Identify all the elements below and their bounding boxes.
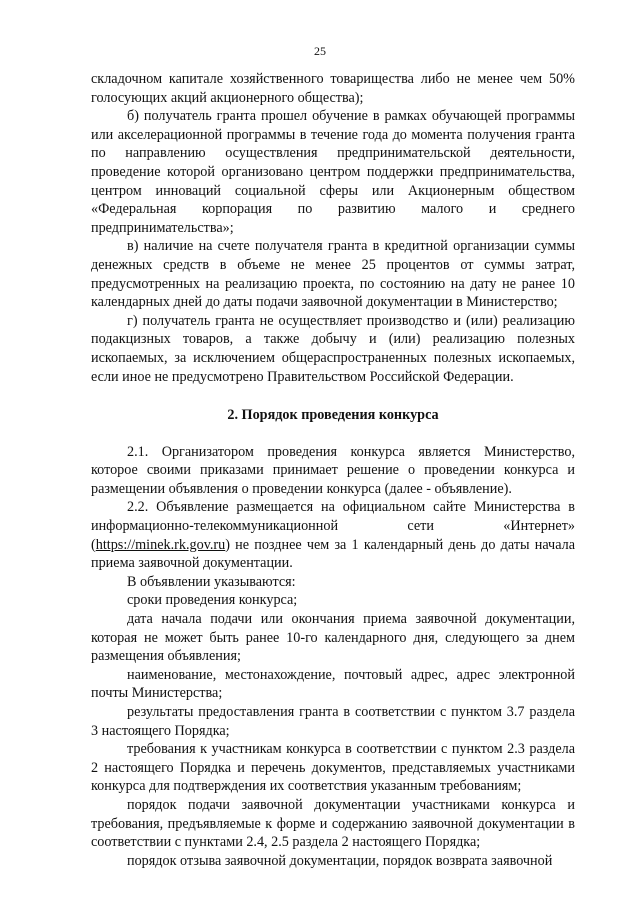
section-heading: 2. Порядок проведения конкурса bbox=[227, 407, 439, 424]
ministry-website-link[interactable]: https://minek.rk.gov.ru bbox=[95, 536, 226, 553]
list-item-submission-procedure: порядок подачи заявочной документации участниками конкурса и требования, предъявляемые к форме и содержанию заявочной документации в соответствии с пунктами 2.4, 2.5 раздела 2 настоящего Порядка; bbox=[91, 796, 575, 851]
document-body bbox=[91, 70, 575, 870]
list-item-terms: сроки проведения конкурса; bbox=[127, 592, 298, 609]
list-item-dates: дата начала подачи или окончания приема заявочной документации, которая не может быть ранее 10-го календарного дня, следующего за днем размещения объявления; bbox=[91, 611, 575, 665]
paragraph-2-2 bbox=[91, 498, 575, 572]
paragraph-2-2-after: ) не позднее чем за 1 календарный день до даты начала приема заявочной документации. bbox=[91, 536, 575, 572]
paragraph-2-1: 2.1. Организатором проведения конкурса является Министерство, которое своими приказами принимает решение о проведении конкурса и размещении объявления о проведении конкурса (далее - объявление). bbox=[91, 443, 575, 497]
paragraph-2-2-before: 2.2. Объявление размещается на официальном сайте Министерства в информационно-телекоммуникационной сети «Интернет» ( bbox=[91, 499, 575, 553]
list-item-participant-requirements: требования к участникам конкурса в соответствии с пунктом 2.3 раздела 2 настоящего Порядка и перечень документов, представляемых участниками конкурса для подтверждения их соответствия указанным требованиям; bbox=[91, 741, 575, 795]
list-item-withdrawal-procedure: порядок отзыва заявочной документации, порядок возврата заявочной bbox=[127, 852, 553, 869]
paragraph-continuation: складочном капитале хозяйственного товарищества либо не менее чем 50% голосующих акций акционерного общества); bbox=[91, 71, 575, 106]
paragraph-item-g: г) получатель гранта не осуществляет производство и (или) реализацию подакцизных товаров, а также добычу и (или) реализацию полезных ископаемых, за исключением общераспространенных полезных ископаемых, если иное не предусмотрено Правительством Российской Федерации. bbox=[91, 312, 575, 385]
list-item-grant-results: результаты предоставления гранта в соответствии с пунктом 3.7 раздела 3 настоящего Порядка; bbox=[91, 704, 575, 739]
paragraph-announcement-intro: В объявлении указываются: bbox=[127, 573, 296, 590]
paragraph-item-v: в) наличие на счете получателя гранта в кредитной организации суммы денежных средств в объеме не менее 25 процентов от суммы затрат, предусмотренных на реализацию проекта, по состоянию на дату не ранее 10 календарных дней до даты подачи заявочной документации в Министерство; bbox=[91, 238, 575, 311]
list-item-ministry-contacts: наименование, местонахождение, почтовый адрес, адрес электронной почты Министерства; bbox=[91, 666, 575, 702]
paragraph-item-b: б) получатель гранта прошел обучение в рамках обучающей программы или акселерационной программы в течение года до момента получения гранта по направлению осуществления предпринимательской деятельности, проведение которой организовано центром поддержки предпринимательства, центром инноваций социальной сферы или Акционерным обществом «Федеральная корпорация по развитию малого и среднего предпринимательства»; bbox=[91, 108, 575, 236]
page-number: 25 bbox=[314, 44, 326, 58]
